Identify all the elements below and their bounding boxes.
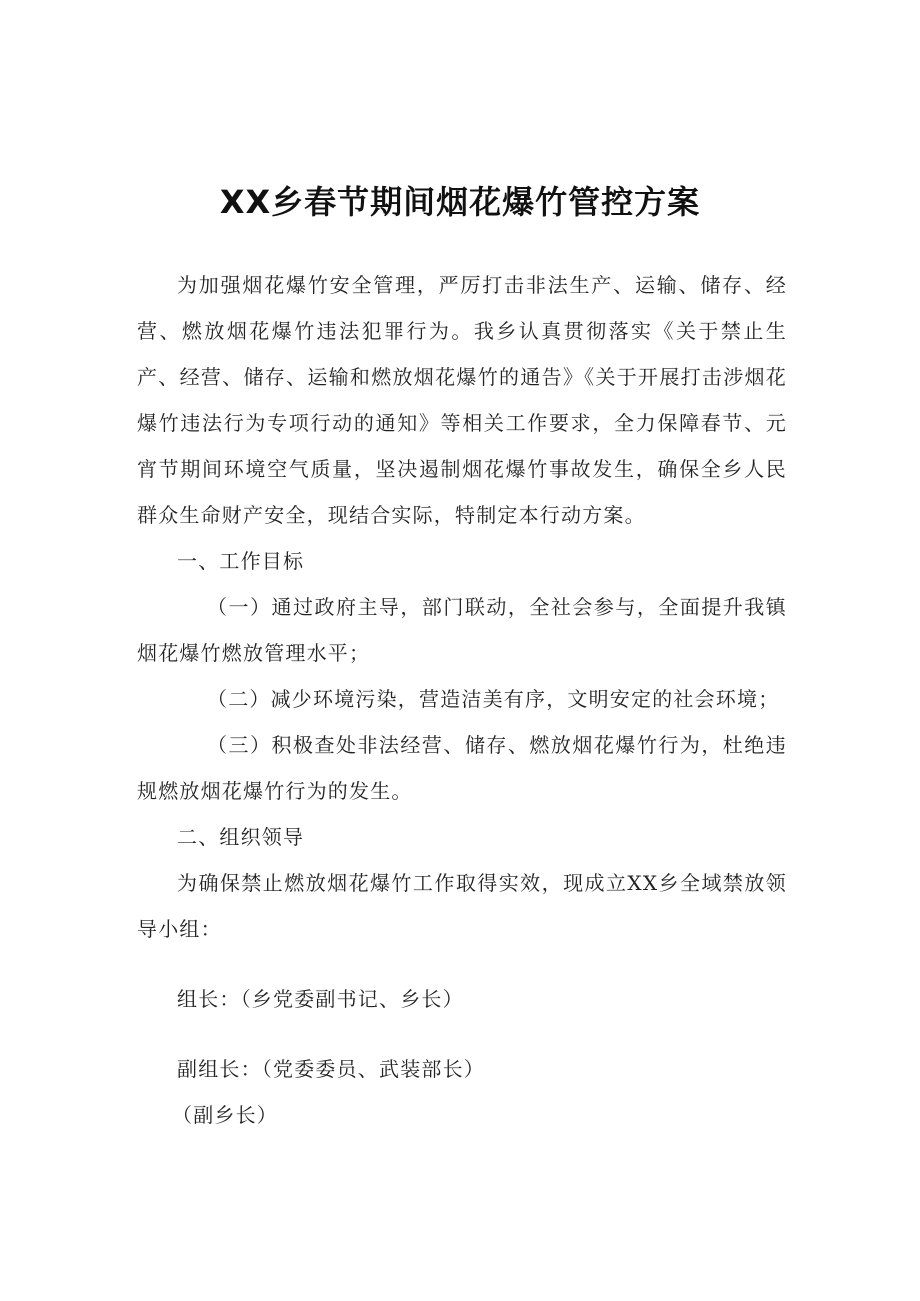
document-title: XX乡春节期间烟花爆竹管控方案 <box>219 183 701 221</box>
group-leader-line: 组长：（乡党委副书记、乡长） <box>177 987 464 1011</box>
section-heading-organization: 二、组织领导 <box>177 825 305 849</box>
goal-item-2: （二）减少环境污染，营造洁美有序，文明安定的社会环境； <box>207 687 780 711</box>
organization-paragraph: 为确保禁止燃放烟花爆竹工作取得实效，现成立XX乡全域禁放领导小组： <box>137 871 787 941</box>
document-body <box>137 262 787 1138</box>
deputy-leader-line-2: （副乡长） <box>172 1103 278 1127</box>
goal-item-1: （一）通过政府主导，部门联动，全社会参与，全面提升我镇烟花爆竹燃放管理水平； <box>137 595 787 665</box>
goal-item-3: （三）积极查处非法经营、储存、燃放烟花爆竹行为，杜绝违规燃放烟花爆竹行为的发生。 <box>137 733 787 803</box>
deputy-leader-line: 副组长：（党委委员、武装部长） <box>177 1057 485 1081</box>
intro-paragraph: 为加强烟花爆竹安全管理，严厉打击非法生产、运输、储存、经营、燃放烟花爆竹违法犯罪行为。我乡认真贯彻落实《关于禁止生产、经营、储存、运输和燃放烟花爆竹的通告》《关于开展打击涉烟花爆竹违法行为专项行动的通知》等相关工作要求，全力保障春节、元宵节期间环境空气质量，坚决遏制烟花爆竹事故发生，确保全乡人民群众生命财产安全，现结合实际，特制定本行动方案。 <box>137 273 787 527</box>
section-heading-work-goals: 一、工作目标 <box>177 549 305 573</box>
